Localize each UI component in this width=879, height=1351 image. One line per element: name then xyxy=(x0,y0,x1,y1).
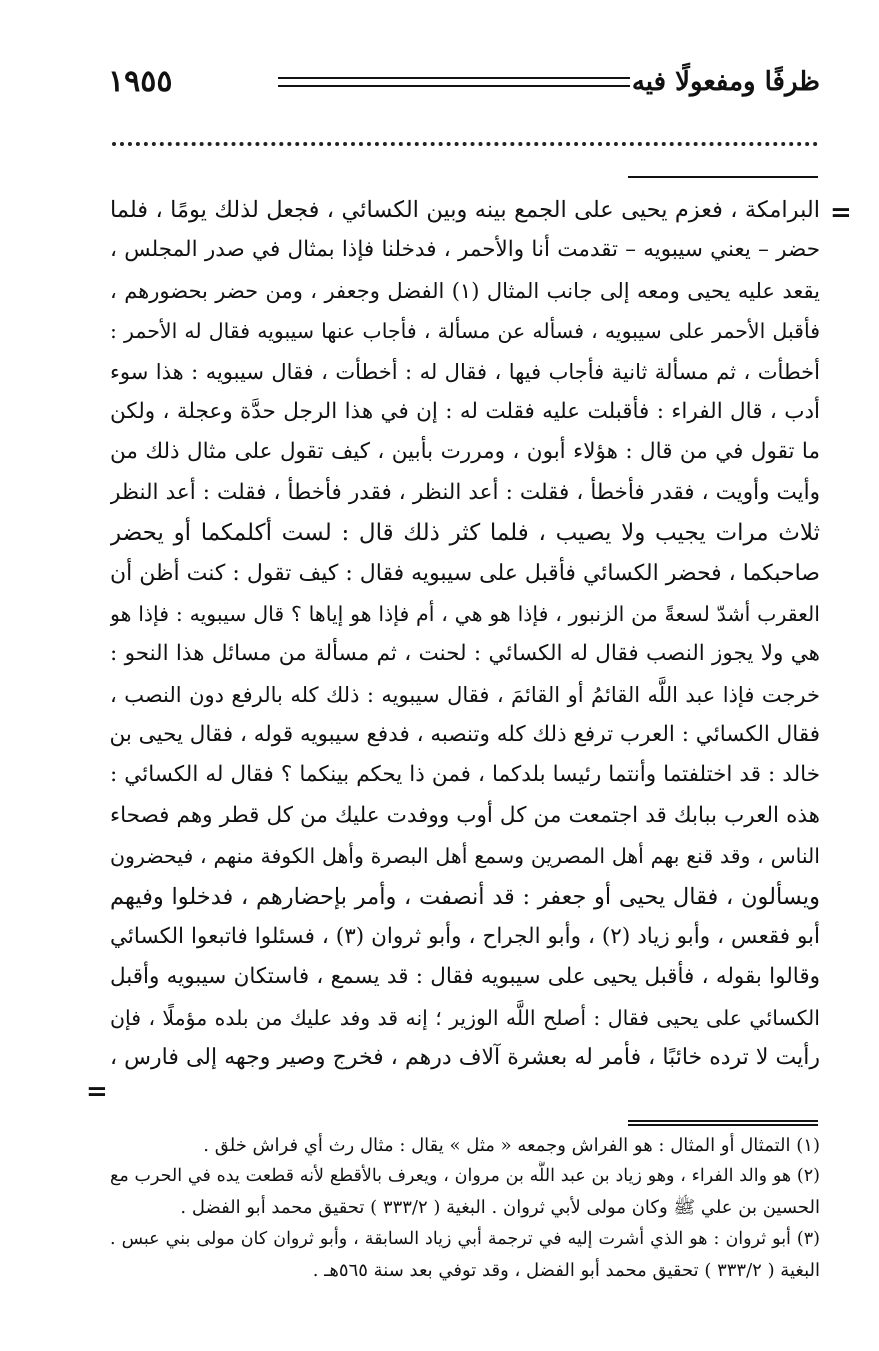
body-line: أبو فقعس ، وأبو زياد (٢) ، وأبو الجراح ، وأبو ثروان (٣) ، فسئلوا فاتبعوا الكسائي xyxy=(110,924,820,950)
footnote-3-cont: البغية ( ٣٣٣/٢ ) تحقيق محمد أبو الفضل ، وقد توفي بعد سنة ٥٦٥هـ . xyxy=(312,1259,820,1281)
body-line: خرجت فإذا عبد اللَّه القائمُ أو القائمَ ، فقال سيبويه : ذلك كله بالرفع دون النصب ، xyxy=(110,682,820,707)
body-line: ويسألون ، فقال يحيى أو جعفر : قد أنصفت ، وأمر بإحضارهم ، فدخلوا وفيهم xyxy=(110,883,820,910)
body-line: وقالوا بقوله ، فأقبل يحيى على سيبويه فقال : قد يسمع ، فاستكان سيبويه وأقبل xyxy=(110,964,820,990)
continuation-mark-start: = xyxy=(830,198,852,228)
body-line: رأيت لا ترده خائبًا ، فأمر له بعشرة آلاف درهم ، فخرج وصير وجهه إلى فارس ، xyxy=(110,1045,820,1071)
footnote-3: (٣) أبو ثروان : هو الذي أشرت إليه في ترجمة أبي زياد السابقة ، وأبو ثروان كان مولى بني عبس . xyxy=(110,1228,820,1249)
dotted-separator xyxy=(112,142,818,146)
running-title: ظرفًا ومفعولًا فيه xyxy=(631,67,820,97)
footnote-2-cont: الحسين بن علي ﷺ وكان مولى لأبي ثروان . البغية ( ٣٣٣/٢ ) تحقيق محمد أبو الفضل . xyxy=(180,1197,820,1219)
body-line: أدب ، قال الفراء : فأقبلت عليه فقلت له : إن في هذا الرجل حدَّة وعجلة ، ولكن xyxy=(110,398,820,424)
footnotes xyxy=(110,1130,820,1286)
body-text xyxy=(110,190,820,1079)
body-line: ما تقول في من قال : هؤلاء أبون ، ومررت بأبين ، كيف تقول على مثال ذلك من xyxy=(110,439,820,465)
body-line: العقرب أشدّ لسعةً من الزنبور ، فإذا هو هي ، أم فإذا هو إياها ؟ قال سيبويه : فإذا هو xyxy=(110,601,820,626)
body-line: حضر – يعني سيبويه – تقدمت أنا والأحمر ، فدخلنا فإذا بمثال في صدر المجلس ، xyxy=(110,237,820,263)
body-line: الكسائي على يحيى فقال : أصلح اللَّه الوزير ؛ إنه قد وفد عليك من بلده مؤملًا ، فإن xyxy=(110,1005,820,1030)
page-header xyxy=(108,62,820,102)
body-line: فأقبل الأحمر على سيبويه ، فسأله عن مسألة ، فأجاب عنها سيبويه فقال له الأحمر : xyxy=(110,319,820,344)
body-line: هذه العرب ببابك قد اجتمعت من كل أوب ووفدت عليك من كل قطر وهم فصحاء xyxy=(110,802,820,828)
body-line: يقعد عليه يحيى ومعه إلى جانب المثال (١) الفضل وجعفر ، ومن حضر بحضورهم ، xyxy=(110,278,820,303)
footnote-1: (١) التمثال أو المثال : هو الفراش وجمعه « مثل » يقال : مثال رث أي فراش خلق . xyxy=(203,1135,820,1156)
body-line: وأيت وأويت ، فقدر فأخطأ ، فقلت : أعد النظر ، فقدر فأخطأ ، فقلت : أعد النظر xyxy=(110,479,820,505)
header-double-rule xyxy=(278,77,630,87)
page-number: ١٩٥٥ xyxy=(108,64,173,99)
continuation-mark-end: = xyxy=(86,1077,108,1107)
body-line: فقال الكسائي : العرب ترفع ذلك كله وتنصبه ، فدفع سيبويه قوله ، فقال يحيى بن xyxy=(110,722,820,748)
body-line: البرامكة ، فعزم يحيى على الجمع بينه وبين الكسائي ، فجعل لذلك يومًا ، فلما xyxy=(110,197,820,223)
body-line: هي ولا يجوز النصب فقال له الكسائي : لحنت ، ثم مسألة من مسائل هذا النحو : xyxy=(110,641,820,667)
body-line: أخطأت ، ثم مسألة ثانية فأجاب فيها ، فقال له : أخطأت ، فقال سيبويه : هذا سوء xyxy=(110,359,820,384)
body-line: صاحبكما ، فحضر الكسائي فأقبل على سيبويه فقال : كيف تقول : كنت أظن أن xyxy=(110,560,820,586)
footnote-separator xyxy=(628,1120,818,1126)
body-line: ثلاث مرات يجيب ولا يصيب ، فلما كثر ذلك قال : لست أكلمكما أو يحضر xyxy=(110,520,820,547)
top-short-rule xyxy=(628,176,818,178)
body-line: الناس ، وقد قنع بهم أهل المصرين وسمع أهل البصرة وأهل الكوفة منهم ، فيحضرون xyxy=(110,844,820,869)
body-line: خالد : قد اختلفتما وأنتما رئيسا بلدكما ، فمن ذا يحكم بينكما ؟ فقال له الكسائي : xyxy=(110,762,820,788)
footnote-2: (٢) هو والد الفراء ، وهو زياد بن عبد اللَّه بن مروان ، ويعرف بالأقطع لأنه قطعت يده في الحرب مع xyxy=(110,1166,820,1187)
